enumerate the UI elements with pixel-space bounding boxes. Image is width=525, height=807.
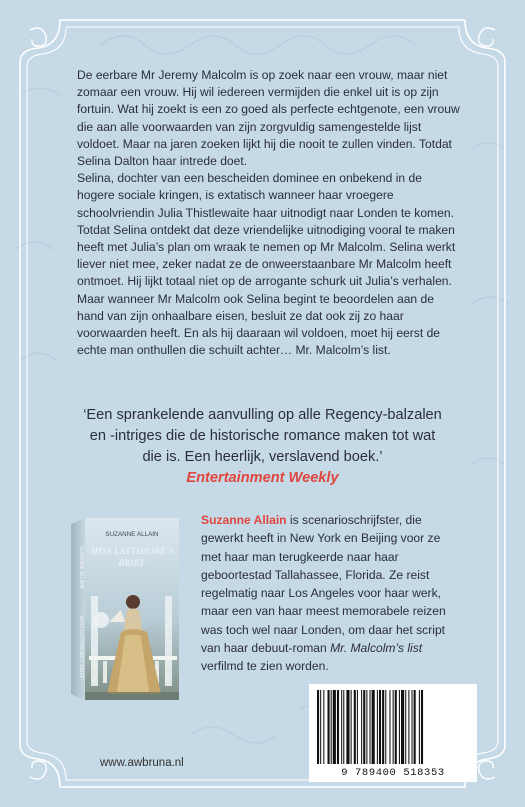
book-spine-author: SUZANNE ALLAIN: [78, 546, 84, 589]
book-illustration: [69, 516, 181, 702]
isbn-barcode: [309, 684, 477, 782]
bio-book-title: Mr. Malcolm’s list: [330, 641, 423, 656]
book-title-line2: BRIEF: [118, 558, 146, 568]
book-author: SUZANNE ALLAIN: [105, 531, 159, 538]
bio-text-end: verfilmd te zien worden.: [201, 659, 329, 674]
barcode-digits: 9 789400 518353: [341, 767, 445, 779]
blurb: [77, 67, 462, 359]
quote-source: Entertainment Weekly: [186, 470, 339, 486]
book-spine-title: MISS LATTIMORE'S BRIEF: [78, 616, 84, 680]
author-bio: [201, 511, 463, 676]
blurb-paragraph: Selina, dochter van een bescheiden dominee en onbekend in de hogere sociale kringen, is extatisch wanneer haar vroegere schoolvriendin Julia Thistlewaite haar uitnodigt naar Londen te komen. Totdat Selina ontdekt dat deze vriendelijke uitnodiging vooral te maken heeft met Julia’s plan om wraak te nemen op Mr Malcolm. Selina werkt liever niet mee, zeker nadat ze de onweerstaanbare Mr Malcolm heeft ontmoet. Hij lijkt totaal niet op de arrogante schurk uit Julia’s verhalen.: [77, 171, 456, 289]
book-title-line1: MISS LATTIMORE'S: [90, 546, 174, 556]
blurb-paragraph: De eerbare Mr Jeremy Malcolm is op zoek naar een vrouw, maar niet zomaar een vrouw. Hij wil iedereen vermijden die enkel uit is op zijn fortuin. Wat hij zoekt is een zo goed als perfecte echtgenote, een vrouw die aan alle voorwaarden van zijn zorgvuldig samengestelde lijst voldoet. Maar na jaren zoeken lijkt hij die nooit te zullen vinden. Totdat Selina Dalton haar intrede doet.: [77, 68, 460, 169]
blurb-paragraph: Maar wanneer Mr Malcolm ook Selina begint te beoordelen aan de hand van zijn onhaalbare eisen, besluit ze dat ook zij zo haar voorwaarden heeft. En als hij daaraan wil voldoen, moet hij eerst de echte man onthullen die schuilt achter… Mr. Malcolm’s list.: [77, 291, 441, 358]
author-name: Suzanne Allain: [201, 513, 287, 527]
quote-text: ‘Een sprankelende aanvulling op alle Regency-balzalen en -intriges die de historische romance maken tot wat die is. Een heerlijk, verslavend boek.’: [83, 407, 442, 465]
publisher-website: www.awbruna.nl: [100, 757, 184, 769]
bio-text: is scenarioschrijfster, die gewerkt heeft in New York en Beijing voor ze met haar man terugkeerde naar haar geboortestad Tallahassee, Florida. Ze reist regelmatig naar Los Angeles voor haar werk, maar een van haar meest memorabele reizen was toch wel naar Londen, om daar het script van haar debuut-roman: [201, 513, 446, 656]
book-cover-image: [69, 516, 181, 702]
review-quote: [80, 405, 445, 489]
